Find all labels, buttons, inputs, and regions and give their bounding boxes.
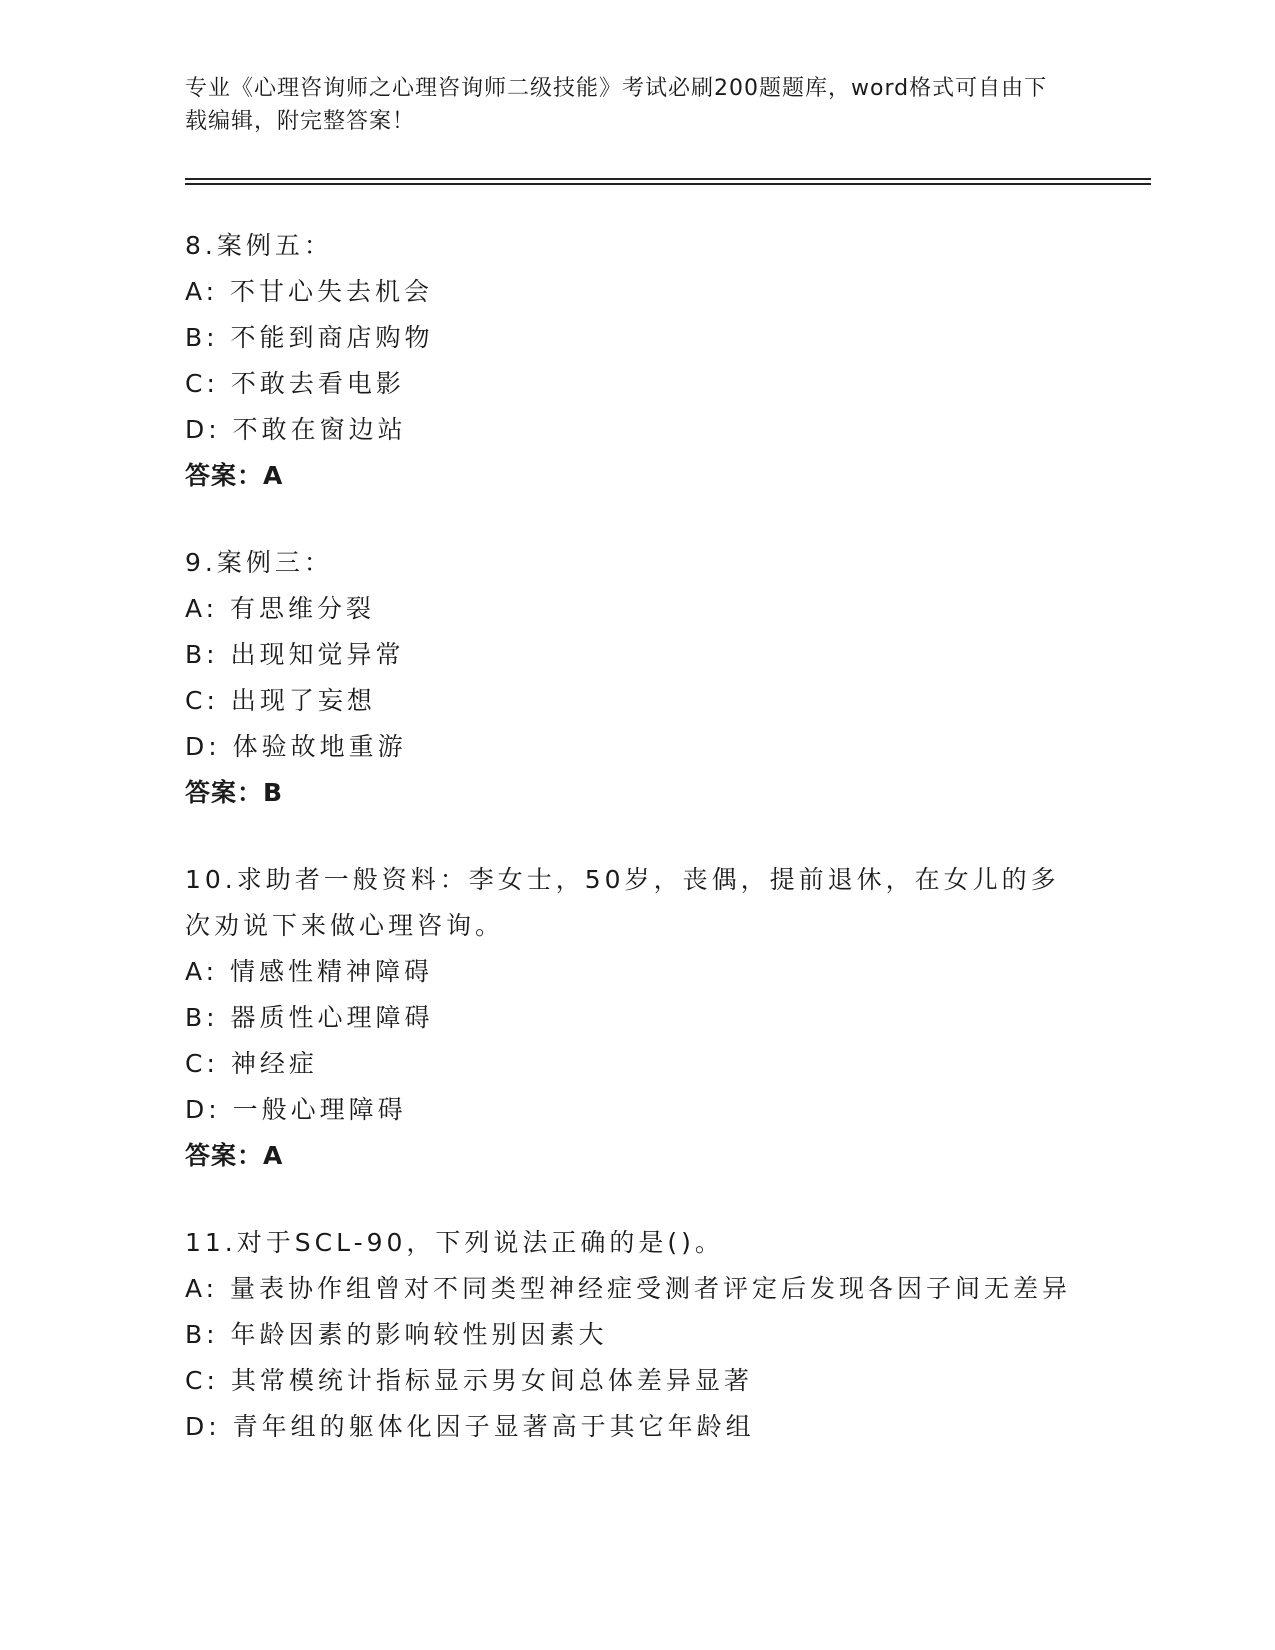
option-c: C: 其常模统计指标显示男女间总体差异显著 — [185, 1366, 753, 1395]
option-d: D: 不敢在窗边站 — [185, 415, 407, 444]
question-9 — [185, 540, 1085, 816]
option-a: A: 有思维分裂 — [185, 594, 376, 623]
question-8 — [185, 223, 1085, 499]
answer-label: 答案： — [185, 461, 264, 490]
option-a: A: 不甘心失去机会 — [185, 277, 434, 306]
question-stem: 8.案例五： — [185, 231, 333, 260]
option-d: D: 一般心理障碍 — [185, 1095, 407, 1124]
option-c: C: 神经症 — [185, 1049, 318, 1078]
option-d: D: 青年组的躯体化因子显著高于其它年龄组 — [185, 1412, 755, 1441]
intro-text: 专业《心理咨询师之心理咨询师二级技能》考试必刷200题题库，word格式可自由下载编辑，附完整答案！ — [185, 76, 1048, 134]
answer-line — [185, 453, 1085, 499]
option-b: B: 年龄因素的影响较性别因素大 — [185, 1320, 608, 1349]
document-intro — [185, 72, 1065, 138]
header-divider-bottom — [185, 183, 1151, 185]
answer-line — [185, 1133, 1065, 1179]
answer-line — [185, 770, 1085, 816]
question-stem: 11.对于SCL-90，下列说法正确的是()。 — [185, 1228, 724, 1257]
header-divider-top — [185, 178, 1151, 180]
option-b: B: 出现知觉异常 — [185, 640, 405, 669]
option-b: B: 不能到商店购物 — [185, 323, 434, 352]
answer-label: 答案： — [185, 1141, 264, 1170]
option-a: A: 量表协作组曾对不同类型神经症受测者评定后发现各因子间无差异 — [185, 1274, 1072, 1303]
question-11 — [185, 1220, 1085, 1450]
question-stem: 10.求助者一般资料：李女士，50岁，丧偶，提前退休，在女儿的多次劝说下来做心理咨询。 — [185, 865, 1060, 940]
answer-value: B — [263, 778, 284, 807]
answer-value: A — [263, 1141, 284, 1170]
option-d: D: 体验故地重游 — [185, 732, 407, 761]
option-c: C: 不敢去看电影 — [185, 369, 405, 398]
option-b: B: 器质性心理障碍 — [185, 1003, 434, 1032]
answer-value: A — [263, 461, 284, 490]
question-10 — [185, 857, 1065, 1179]
answer-label: 答案： — [185, 778, 264, 807]
option-c: C: 出现了妄想 — [185, 686, 376, 715]
question-stem: 9.案例三： — [185, 548, 333, 577]
option-a: A: 情感性精神障碍 — [185, 957, 434, 986]
